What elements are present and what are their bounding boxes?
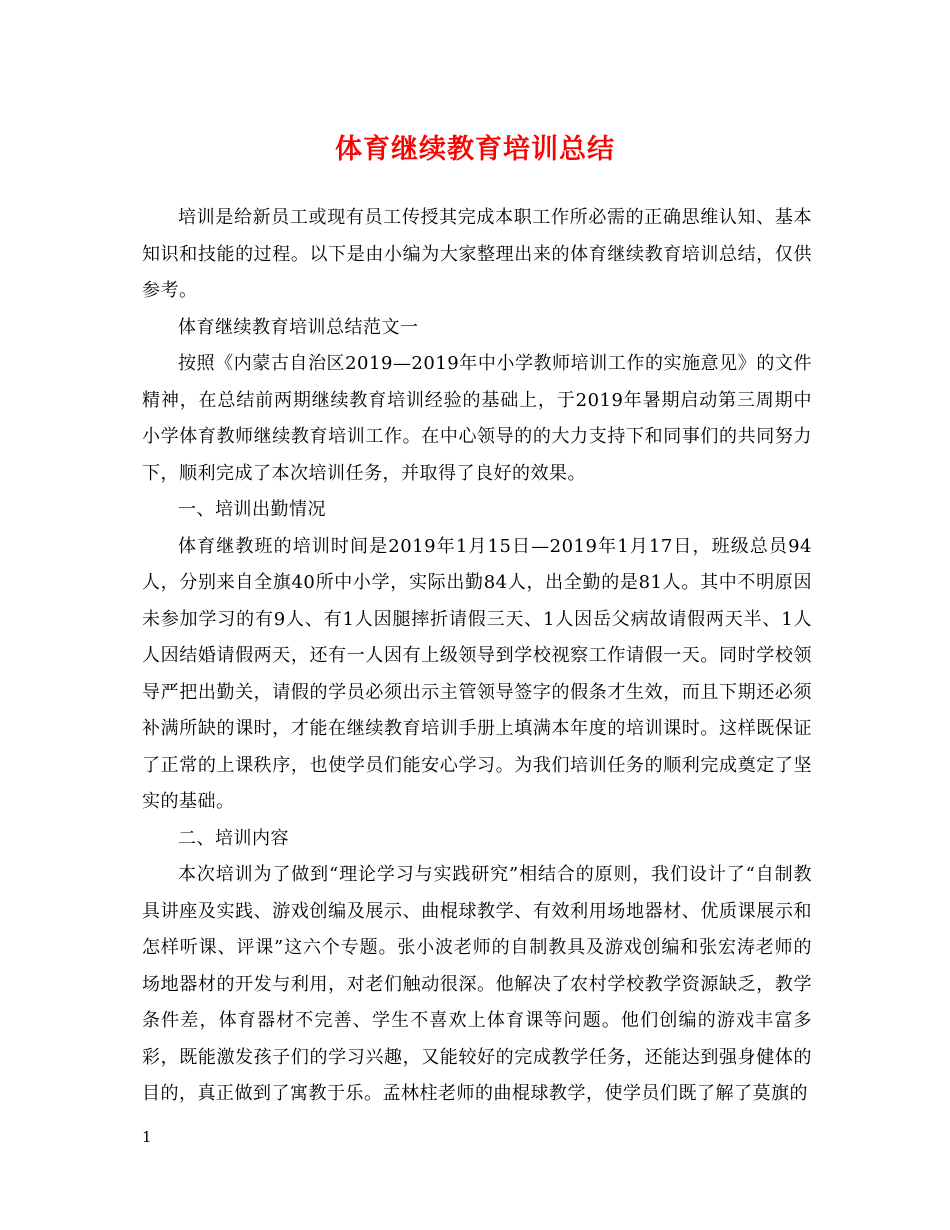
section-heading-sample-one: 体育继续教育培训总结范文一	[178, 316, 419, 338]
section-heading-content: 二、培训内容	[178, 827, 289, 849]
intro-paragraph: 培训是给新员工或现有员工传授其完成本职工作所必需的正确思维认知、基本知识和技能的过程。以下是由小编为大家整理出来的体育继续教育培训总结，仅供参考。	[142, 207, 812, 301]
document-body	[142, 200, 812, 1113]
body-paragraph: 本次培训为了做到“理论学习与实践研究”相结合的原则，我们设计了“自制教具讲座及实践、游戏创编及展示、曲棍球教学、有效利用场地器材、优质课展示和怎样听课、评课”这六个专题。张小波老师的自制教具及游戏创编和张宏涛老师的场地器材的开发与利用，对老们触动很深。他解决了农村学校教学资源缺乏，教学条件差，体育器材不完善、学生不喜欢上体育课等问题。他们创编的游戏丰富多彩，既能激发孩子们的学习兴趣，又能较好的完成教学任务，还能达到强身健体的目的，真正做到了寓教于乐。孟林柱老师的曲棍球教学，使学员们既了解了莫旗的	[142, 864, 812, 1104]
document-title: 体育继续教育培训总结	[335, 134, 615, 165]
section-heading-attendance: 一、培训出勤情况	[178, 499, 326, 520]
page-number: 1	[142, 1128, 152, 1146]
body-paragraph: 按照《内蒙古自治区2019—2019年中小学教师培训工作的实施意见》的文件精神，在总结前两期继续教育培训经验的基础上，于2019年暑期启动第三周期中小学体育教师继续教育培训工作。在中心领导的的大力支持下和同事们的共同努力下，顺利完成了本次培训任务，并取得了良好的效果。	[142, 353, 812, 484]
body-paragraph: 体育继教班的培训时间是2019年1月15日—2019年1月17日，班级总员94人，分别来自全旗40所中小学，实际出勤84人，出全勤的是81人。其中不明原因未参加学习的有9人、有1人因腿摔折请假三天、1人因岳父病故请假两天半、1人人因结婚请假两天，还有一人因有上级领导到学校视察工作请假一天。同时学校领导严把出勤关，请假的学员必须出示主管领导签字的假条才生效，而且下期还必须补满所缺的课时，才能在继续教育培训手册上填满本年度的培训课时。这样既保证了正常的上课秩序，也使学员们能安心学习。为我们培训任务的顺利完成奠定了坚实的基础。	[142, 535, 812, 812]
